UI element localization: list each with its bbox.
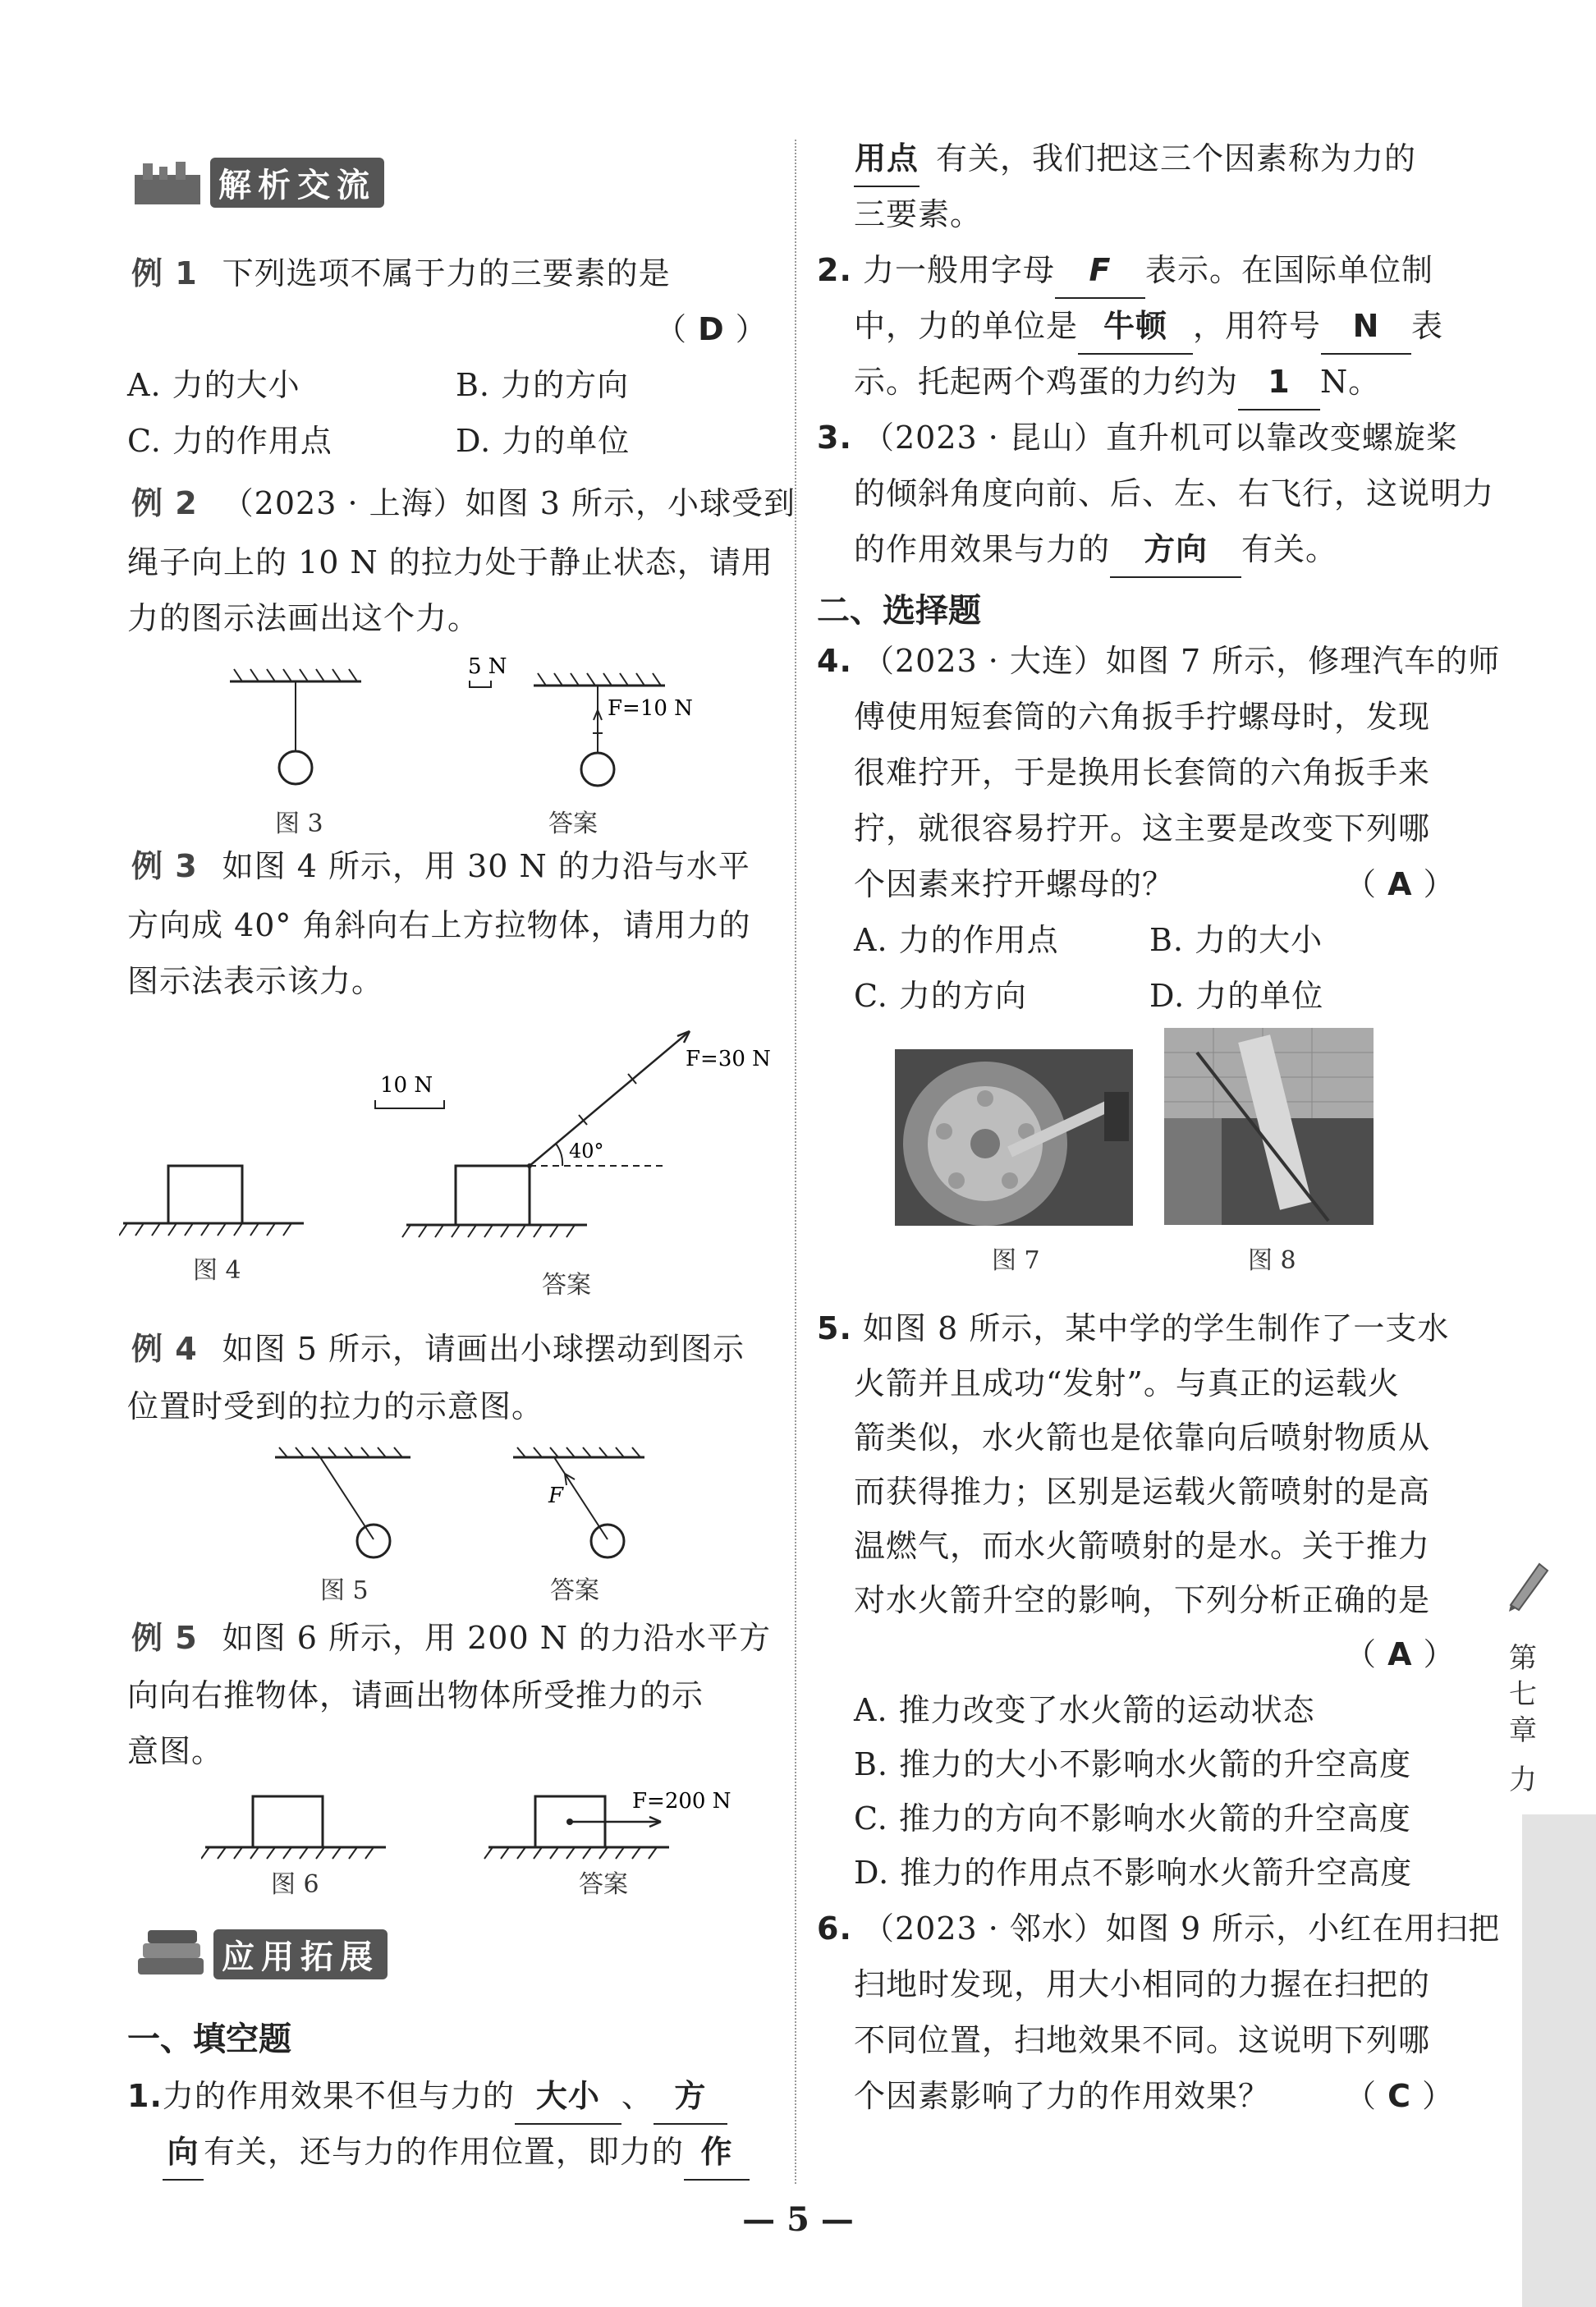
question-6-line-4: 个因素影响了力的作用效果？ <box>854 2078 1271 2114</box>
figure-3-caption: 图 3 <box>275 810 323 838</box>
question-4-option-d: D. 力的单位 <box>1149 978 1324 1014</box>
figure-4-answer-force-line <box>530 1031 690 1166</box>
question-6-line-3: 不同位置，扫地效果不同。这说明下列哪 <box>854 2022 1431 2058</box>
chapter-tab-char-3: 章 <box>1509 1714 1537 1747</box>
question-3-line-3: 的作用效果与力的 方向 有关。 <box>854 522 1337 578</box>
figure-3-answer-scale-label: 5 N <box>468 654 507 679</box>
question-4-line-2: 傅使用短套筒的六角扳手拧螺母时，发现 <box>854 699 1431 735</box>
question-1-line-2: 向 有关，还与力的作用位置，即力的 作 <box>163 2125 750 2181</box>
question-2-answer-3: N <box>1321 299 1411 355</box>
example-3-line-1: 例 3 如图 4 所示，用 30 N 的力沿与水平 <box>131 839 750 893</box>
question-2-answer-1: F <box>1055 243 1145 299</box>
figure-5-ball <box>357 1525 390 1557</box>
example-1-option-b: B. 力的方向 <box>456 367 630 403</box>
question-1-line-3: 用点 有关，我们把这三个因素称为力的 <box>854 131 1416 187</box>
figure-5-diagram <box>263 1441 690 1572</box>
figure-4-answer-block <box>456 1166 530 1225</box>
question-4-line-4: 拧，就很容易拧开。这主要是改变下列哪 <box>854 810 1431 846</box>
figure-3-answer-force-label: F=10 N <box>608 696 693 721</box>
question-2-answer-4: 1 <box>1238 355 1320 410</box>
building-icon <box>131 158 210 208</box>
example-4-label: 例 4 <box>131 1331 198 1367</box>
figure-7-caption: 图 7 <box>992 1246 1040 1275</box>
section-banner-application <box>131 1925 388 1983</box>
question-3-line-1: 3. （2023 · 昆山）直升机可以靠改变螺旋桨 <box>817 420 1458 456</box>
question-1-answer-2a: 方 <box>654 2069 727 2125</box>
section-title-application: 应用拓展 <box>213 1929 388 1979</box>
example-1-label: 例 1 <box>131 255 198 291</box>
example-5-line-2: 向向右推物体，请画出物体所受推力的示 <box>127 1677 704 1713</box>
example-1-question: 例 1 下列选项不属于力的三要素的是 <box>131 246 671 300</box>
figure-3-ball <box>279 751 312 784</box>
section-title-analysis: 解析交流 <box>210 158 384 208</box>
books-icon <box>131 1925 213 1983</box>
figure-6-caption: 图 6 <box>271 1870 319 1899</box>
question-2-line-1: 2. 力一般用字母 F 表示。在国际单位制 <box>817 243 1433 299</box>
question-4-line-5: 个因素来拧开螺母的？ <box>854 866 1175 902</box>
figure-4-ground <box>119 1223 304 1236</box>
figure-4-diagram <box>119 1010 776 1256</box>
question-4-option-c: C. 力的方向 <box>854 978 1027 1014</box>
question-4-option-a: A. 力的作用点 <box>854 922 1059 958</box>
pencil-icon <box>1502 1556 1552 1613</box>
question-2-line-2: 中，力的单位是 牛顿 ，用符号 N 表 <box>854 299 1443 355</box>
question-5-line-4: 而获得推力；区别是运载火箭喷射的是高 <box>854 1474 1431 1510</box>
figure-8-caption: 图 8 <box>1248 1246 1296 1275</box>
figure-8-photo <box>1164 1028 1374 1225</box>
example-2-line-3: 力的图示法画出这个力。 <box>127 600 480 636</box>
figure-3-answer-ceiling <box>534 673 665 686</box>
question-3-line-2: 的倾斜角度向前、后、左、右飞行，这说明力 <box>854 475 1495 511</box>
column-divider <box>795 140 796 2184</box>
question-1-answer-3a: 作 <box>684 2125 750 2181</box>
figure-3-answer-scale-bar <box>470 681 491 687</box>
question-2-line-3: 示。托起两个鸡蛋的力约为 1 N。 <box>854 355 1380 410</box>
figure-4-answer-ground <box>402 1225 587 1237</box>
figure-4-block <box>168 1166 242 1223</box>
figure-6-block <box>253 1796 323 1847</box>
figure-5-answer-caption: 答案 <box>550 1576 599 1605</box>
question-5-option-b: B. 推力的大小不影响水火箭的升空高度 <box>854 1746 1412 1782</box>
example-3-line-3: 图示法表示该力。 <box>127 963 384 999</box>
figure-6-diagram <box>201 1782 759 1872</box>
figure-5-answer-ceiling <box>513 1447 644 1457</box>
figure-3-answer-caption: 答案 <box>548 810 598 838</box>
figure-4-answer-application-point <box>527 1163 532 1168</box>
example-4-line-1: 例 4 如图 5 所示，请画出小球摆动到图示 <box>131 1322 745 1376</box>
question-4-answer: （ A ） <box>1345 866 1456 902</box>
section-banner-analysis <box>131 158 384 208</box>
example-2-label: 例 2 <box>131 485 198 521</box>
example-5-label: 例 5 <box>131 1620 198 1656</box>
fill-blank-heading: 一、填空题 <box>127 2020 291 2058</box>
question-5-line-2: 火箭并且成功“发射”。与真正的运载火 <box>854 1365 1400 1401</box>
figure-5-answer-force-arrow <box>565 1474 575 1485</box>
figure-6-answer-caption: 答案 <box>579 1870 628 1899</box>
figure-4-answer-scale-label: 10 N <box>380 1073 433 1098</box>
question-6-answer: （ C ） <box>1345 2078 1455 2114</box>
figure-6-answer-force-label: F=200 N <box>632 1789 732 1814</box>
figure-3-answer-ball <box>581 753 614 786</box>
example-1-option-d: D. 力的单位 <box>456 423 631 459</box>
figure-4-answer-force-label: F=30 N <box>686 1047 771 1071</box>
question-1-answer-3b: 用点 <box>854 131 920 187</box>
choice-heading: 二、选择题 <box>817 592 981 630</box>
figure-5-ceiling <box>275 1447 410 1457</box>
question-5-option-c: C. 推力的方向不影响水火箭的升空高度 <box>854 1800 1411 1837</box>
figure-4-answer-caption: 答案 <box>542 1271 591 1300</box>
question-3-answer: 方向 <box>1110 522 1241 578</box>
figure-4-answer-scale-bar <box>375 1100 444 1108</box>
figure-6-answer-ground <box>484 1847 669 1859</box>
example-5-line-3: 意图。 <box>127 1733 224 1769</box>
figure-5-caption: 图 5 <box>320 1576 369 1605</box>
question-5-line-1: 5. 如图 8 所示，某中学的学生制作了一支水 <box>817 1310 1450 1346</box>
question-5-option-a: A. 推力改变了水火箭的运动状态 <box>854 1692 1315 1728</box>
example-4-line-2: 位置时受到的拉力的示意图。 <box>127 1388 544 1424</box>
question-5-line-3: 箭类似，水火箭也是依靠向后喷射物质从 <box>854 1420 1431 1456</box>
figure-6-ground <box>201 1847 386 1859</box>
figure-3-ceiling <box>230 669 361 681</box>
example-1-answer: （ D ） <box>655 311 768 347</box>
question-5-option-d: D. 推力的作用点不影响水火箭升空高度 <box>854 1855 1413 1891</box>
question-5-line-5: 温燃气，而水火箭喷射的是水。关于推力 <box>854 1528 1431 1564</box>
example-2-line-2: 绳子向上的 10 N 的拉力处于静止状态，请用 <box>127 544 773 580</box>
figure-5-answer-ball <box>591 1525 624 1557</box>
page-number: — 5 — <box>742 2200 854 2239</box>
question-1-line-1: 1.力的作用效果不但与力的 大小 、 方 <box>127 2069 727 2125</box>
question-4-line-3: 很难拧开，于是换用长套筒的六角扳手来 <box>854 754 1431 791</box>
figure-4-caption: 图 4 <box>193 1256 241 1285</box>
example-1-option-c: C. 力的作用点 <box>127 423 332 459</box>
chapter-tab-char-4: 力 <box>1509 1764 1537 1796</box>
question-2-answer-2: 牛顿 <box>1078 299 1193 355</box>
chapter-tab-char-1: 第 <box>1509 1642 1537 1675</box>
question-1-answer-2b: 向 <box>163 2125 204 2181</box>
chapter-tab-char-2: 七 <box>1509 1678 1537 1711</box>
question-4-line-1: 4. （2023 · 大连）如图 7 所示，修理汽车的师 <box>817 643 1501 679</box>
example-1-option-a: A. 力的大小 <box>127 367 300 403</box>
question-1-line-4: 三要素。 <box>854 196 983 232</box>
question-6-line-2: 扫地时发现，用大小相同的力握在扫把的 <box>854 1966 1431 2002</box>
figure-5-answer-force-label: F <box>548 1484 564 1508</box>
question-1-answer-1: 大小 <box>515 2069 621 2125</box>
example-2-line-1: 例 2 （2023 · 上海）如图 3 所示，小球受到 <box>131 476 796 530</box>
figure-7-photo <box>895 1049 1133 1226</box>
question-4-option-b: B. 力的大小 <box>1149 922 1323 958</box>
figure-4-answer-angle-arc <box>556 1144 562 1166</box>
question-6-line-1: 6. （2023 · 邻水）如图 9 所示，小红在用扫把 <box>817 1910 1501 1947</box>
example-3-line-2: 方向成 40° 角斜向右上方拉物体，请用力的 <box>127 907 751 943</box>
question-5-answer: （ A ） <box>1345 1636 1456 1672</box>
figure-4-answer-angle-label: 40° <box>569 1140 604 1163</box>
example-5-line-1: 例 5 如图 6 所示，用 200 N 的力沿水平方 <box>131 1611 771 1665</box>
example-3-label: 例 3 <box>131 848 198 884</box>
question-5-line-6: 对水火箭升空的影响，下列分析正确的是 <box>854 1582 1431 1618</box>
